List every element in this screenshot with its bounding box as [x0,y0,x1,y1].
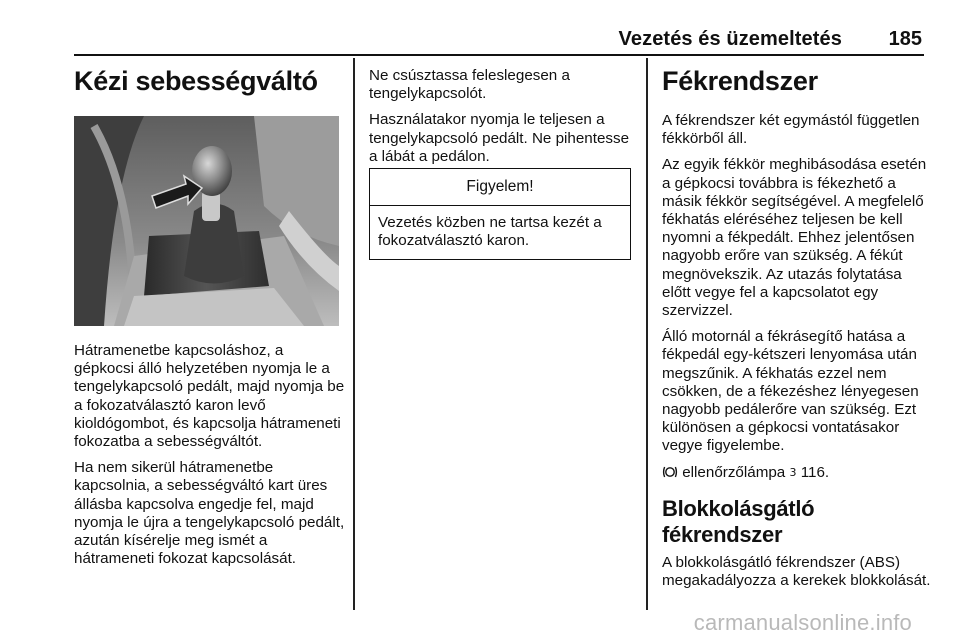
column-divider-2 [646,58,648,610]
gear-shift-illustration [74,116,339,326]
running-header-title: Vezetés és üzemeltetés [618,28,842,50]
paragraph: A blokkolásgátló fékrendszer (ABS) megakadályozza a kerekek blokkolását. [662,553,931,590]
warning-lamp-reference [662,464,932,482]
page-ref-arrow: 3 [789,465,797,479]
subheading-abs: Blokkolásgátló fékrendszer [662,495,815,547]
paragraph: Ha nem sikerül hátramenetbe kapcsolnia, a sebességváltó kart üres állásba kapcsolva engedje fel, majd nyomja le újra a tengelykapcsoló pedált, azután kísérelje meg ismét a hátrameneti fokozat kapcsolását. [74,459,345,568]
middle-column-text [369,67,635,174]
right-column-text [662,112,932,598]
brake-warning-icon [662,464,678,482]
caution-box [369,168,631,260]
paragraph: Ne csúsztassa feleslegesen a tengelykapcsolót. [369,67,570,103]
paragraph: Az egyik fékkör meghibásodása esetén a gépkocsi továbbra is fékezhető a másik fékkör segítségével. A megfelelő fékhatás eléréséhez teljesen be kell nyomni a fékpedált. Ehhez jelentősen nagyobb erőre van szükség. A fékút megnövekszik. Az utazás folytatása előtt vegye fel a kapcsolatot egy szervizzel. [662,156,927,320]
paragraph: A fékrendszer két egymástól független fékkörből áll. [662,112,920,148]
reference-label: ellenőrzőlámpa [682,463,786,481]
watermark: carmanualsonline.info [693,610,912,635]
section-heading-manual-gearbox: Kézi sebességváltó [74,66,318,96]
page-ref-number[interactable]: 116. [800,463,830,481]
paragraph: Használatakor nyomja le teljesen a tengelykapcsoló pedált. Ne pihentesse a lábát a pedálon. [369,111,630,165]
gear-shift-photo [74,116,339,326]
caution-body: Vezetés közben ne tartsa kezét a fokozatválasztó karon. [378,214,602,250]
caution-title: Figyelem! [370,169,630,206]
column-divider-1 [353,58,355,610]
left-column-text [74,342,346,576]
section-heading-brake-system: Fékrendszer [662,66,818,96]
paragraph: Hátramenetbe kapcsoláshoz, a gépkocsi álló helyzetében nyomja le a tengelykapcsoló pedált, majd nyomja be a fokozatválasztó karon levő kioldógombot, és kapcsolja hátrameneti fokozatba a sebességváltót. [74,342,345,451]
page-number: 185 [888,28,922,50]
header-rule [74,54,924,56]
paragraph: Álló motornál a fékrásegítő hatása a fékpedál egy-kétszeri lenyomása után megszűnik. A fékhatás ezzel nem csökken, de a fékezéshez lényegesen nagyobb pedálerőre van szükség. Ezt különösen a gépkocsi vontatásakor vegye figyelembe. [662,328,919,455]
